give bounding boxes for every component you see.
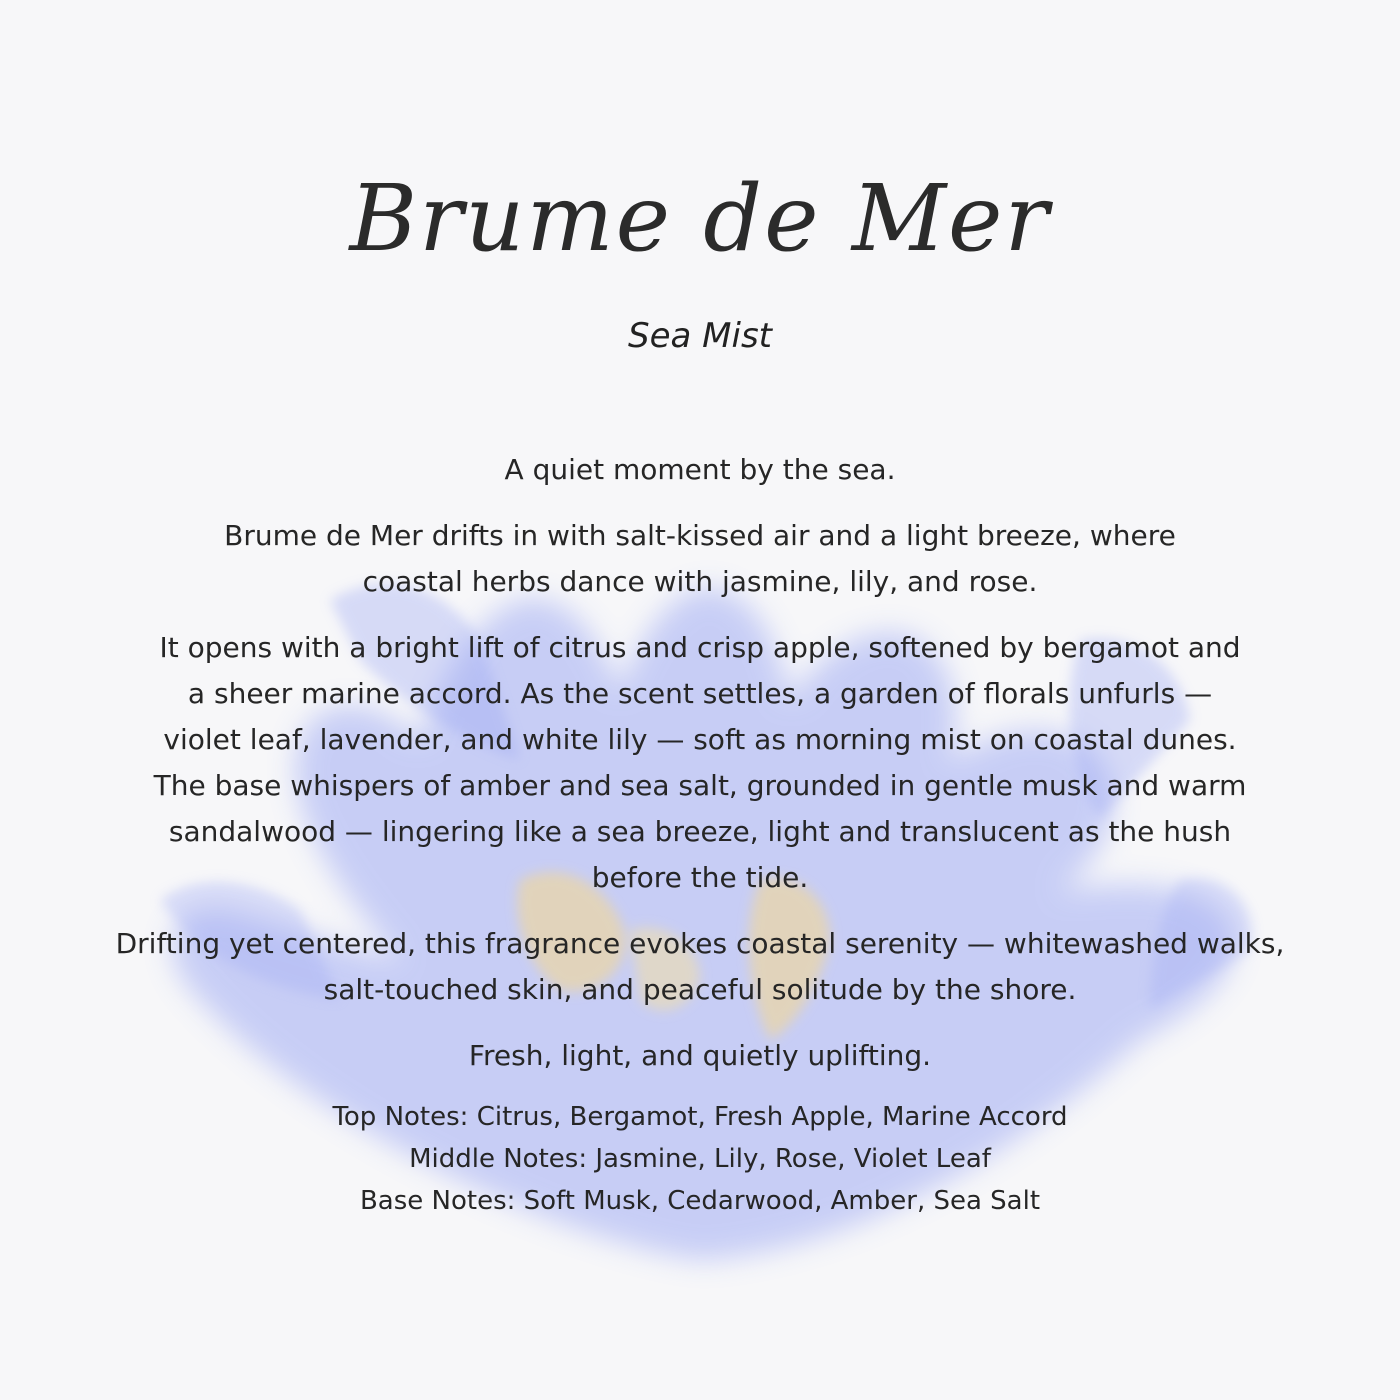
middle-notes: Middle Notes: Jasmine, Lily, Rose, Violet Leaf (409, 1144, 991, 1174)
description-paragraph: Fresh, light, and quietly uplifting. (468, 1039, 932, 1072)
description-paragraph: Drifting yet centered, this fragrance evokes coastal serenity — whitewashed walks, salt-touched skin, and peaceful solitude by the shore. (115, 927, 1285, 1006)
description-paragraph: A quiet moment by the sea. (504, 453, 896, 486)
description-body (115, 447, 1285, 1099)
base-notes: Base Notes: Soft Musk, Cedarwood, Amber, Sea Salt (359, 1186, 1041, 1216)
description-paragraph: Brume de Mer drifts in with salt-kissed air and a light breeze, where coastal herbs dance with jasmine, lily, and rose. (224, 519, 1176, 598)
top-notes: Top Notes: Citrus, Bergamot, Fresh Apple, Marine Accord (332, 1102, 1068, 1132)
page-subtitle: Sea Mist (628, 316, 772, 356)
page-title: Brume de Mer (349, 165, 1051, 272)
description-paragraph: It opens with a bright lift of citrus and crisp apple, softened by bergamot and a sheer marine accord. As the scent settles, a garden of florals unfurls — violet leaf, lavender, and white lily — soft as morning mist on coastal dunes. The base whispers of amber and sea salt, grounded in gentle musk and warm sandalwood — lingering like a sea breeze, light and translucent as the hush before the tide. (153, 631, 1247, 894)
fragrance-notes (150, 1096, 1250, 1222)
